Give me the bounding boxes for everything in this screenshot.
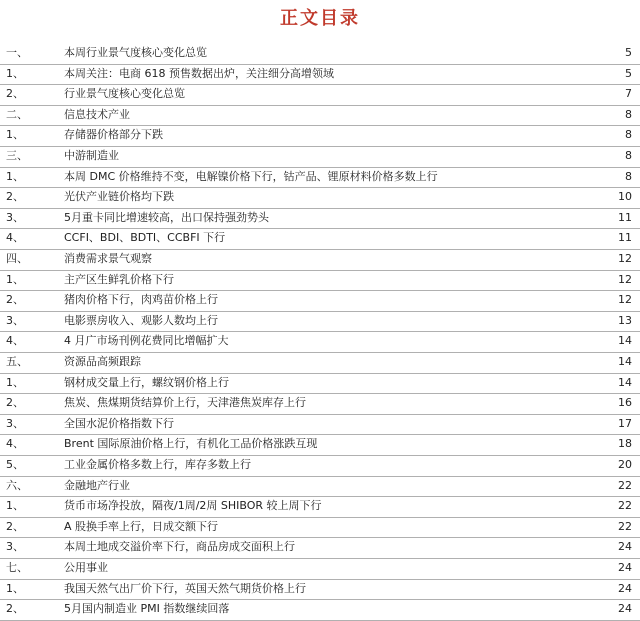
toc-entry-title[interactable]: Brent 国际原油价格上行，有机化工品价格涨跌互现: [64, 437, 318, 451]
toc-entry-number: 2、: [6, 396, 24, 410]
toc-entry[interactable]: [0, 394, 640, 415]
toc-entry-title[interactable]: 电影票房收入、观影人数均上行: [64, 313, 218, 327]
toc-entry-title[interactable]: 消费需求景气观察: [64, 252, 152, 265]
toc-entry[interactable]: [0, 271, 640, 292]
toc-entry-title[interactable]: 本周土地成交溢价率下行，商品房成交面积上行: [64, 540, 295, 554]
toc-entry-number: 1、: [6, 499, 24, 513]
toc-entry-title[interactable]: 存储器价格部分下跌: [64, 128, 163, 142]
toc-entry-title[interactable]: 工业金属价格多数上行，库存多数上行: [64, 458, 251, 471]
toc-entry-page: 24: [618, 602, 632, 616]
toc-entry-number: 4、: [6, 231, 24, 245]
toc-entry-title[interactable]: 焦炭、焦煤期货结算价上行，天津港焦炭库存上行: [64, 396, 306, 410]
toc-entry-page: 12: [618, 293, 632, 307]
toc-entry-number: 1、: [6, 128, 24, 142]
toc-entry-page: 17: [618, 416, 632, 430]
toc-entry[interactable]: [0, 435, 640, 456]
toc-entry-title[interactable]: 5月国内制造业 PMI 指数继续回落: [64, 602, 230, 616]
toc-entry-page: 24: [618, 581, 632, 595]
toc-entry-number: 2、: [6, 519, 24, 533]
toc-entry-page: 24: [618, 540, 632, 554]
toc-entry-number: 2、: [6, 87, 24, 101]
toc-entry-page: 5: [625, 66, 632, 80]
toc-entry-title[interactable]: 本周 DMC 价格维持不变，电解镍价格下行，钴产品、锂原材料价格多数上行: [64, 169, 438, 183]
toc-entry-number: 五、: [6, 355, 28, 368]
toc-entry-page: 22: [618, 478, 632, 492]
toc-entry[interactable]: [0, 188, 640, 209]
toc-entry-number: 六、: [6, 478, 28, 492]
toc-entry-title[interactable]: 猪肉价格下行，肉鸡苗价格上行: [64, 293, 218, 307]
toc-entry-title[interactable]: 货币市场净投放，隔夜/1周/2周 SHIBOR 较上周下行: [64, 499, 322, 513]
toc-entry[interactable]: [0, 580, 640, 601]
toc-entry-number: 一、: [6, 46, 28, 59]
toc-entry-page: 12: [618, 252, 632, 265]
toc-entry[interactable]: [0, 250, 640, 271]
toc-entry-number: 2、: [6, 293, 24, 307]
toc-entry[interactable]: [0, 168, 640, 189]
toc-entry[interactable]: [0, 353, 640, 374]
page-title: 正文目录: [280, 8, 360, 29]
toc-entry-page: 22: [618, 519, 632, 533]
toc-entry[interactable]: [0, 374, 640, 395]
toc-entry-number: 4、: [6, 437, 24, 451]
toc-entry-title[interactable]: 5月重卡同比增速较高，出口保持强劲势头: [64, 210, 269, 224]
toc-entry[interactable]: [0, 229, 640, 250]
toc-entry[interactable]: [0, 600, 640, 621]
toc-entry[interactable]: [0, 85, 640, 106]
toc-entry-number: 2、: [6, 602, 24, 616]
toc-entry-page: 22: [618, 499, 632, 513]
toc-entry-title[interactable]: 中游制造业: [64, 149, 119, 162]
toc-entry-page: 24: [618, 561, 632, 574]
toc-entry-page: 18: [618, 437, 632, 451]
toc-entry-number: 1、: [6, 66, 24, 80]
toc-entry[interactable]: [0, 291, 640, 312]
toc-entry-number: 二、: [6, 107, 28, 121]
toc-entry[interactable]: [0, 106, 640, 127]
toc-entry[interactable]: [0, 44, 640, 65]
toc-entry-number: 3、: [6, 313, 24, 327]
toc-entry-page: 11: [618, 231, 632, 245]
toc-entry-page: 8: [625, 107, 632, 121]
toc-entry-title[interactable]: 本周行业景气度核心变化总览: [64, 46, 207, 59]
toc-entry-title[interactable]: 钢材成交量上行，螺纹钢价格上行: [64, 375, 229, 389]
toc-entry-page: 8: [625, 128, 632, 142]
toc-entry[interactable]: [0, 332, 640, 353]
toc-entry-page: 16: [618, 396, 632, 410]
toc-entry[interactable]: [0, 126, 640, 147]
toc-entry-title[interactable]: 资源品高频跟踪: [64, 355, 141, 368]
toc-entry[interactable]: [0, 477, 640, 498]
toc-entry-title[interactable]: 我国天然气出厂价下行，英国天然气期货价格上行: [64, 581, 306, 595]
toc-entry-number: 2、: [6, 190, 24, 204]
toc-entry-page: 12: [618, 272, 632, 286]
toc-entry[interactable]: [0, 65, 640, 86]
toc-entry-number: 3、: [6, 540, 24, 554]
toc-entry-number: 七、: [6, 561, 28, 574]
toc-entry-title[interactable]: 金融地产行业: [64, 478, 130, 492]
toc-entry[interactable]: [0, 497, 640, 518]
toc-entry-page: 14: [618, 375, 632, 389]
toc-entry[interactable]: [0, 147, 640, 168]
toc-entry-title[interactable]: 信息技术产业: [64, 107, 130, 121]
toc-entry-title[interactable]: 公用事业: [64, 561, 108, 574]
toc-entry-page: 5: [625, 46, 632, 59]
toc-entry-title[interactable]: 行业景气度核心变化总览: [64, 87, 185, 101]
toc-entry-number: 4、: [6, 334, 24, 348]
toc-entry[interactable]: [0, 456, 640, 477]
toc-entry[interactable]: [0, 518, 640, 539]
toc-entry-number: 三、: [6, 149, 28, 162]
toc-entry-page: 8: [625, 149, 632, 162]
toc-entry-number: 1、: [6, 581, 24, 595]
toc-entry-number: 1、: [6, 375, 24, 389]
toc-entry-number: 3、: [6, 416, 24, 430]
toc-entry[interactable]: [0, 415, 640, 436]
toc-entry[interactable]: [0, 312, 640, 333]
toc-entry-number: 1、: [6, 272, 24, 286]
toc-entry-number: 1、: [6, 169, 24, 183]
toc-entry-number: 四、: [6, 252, 28, 265]
toc-entry-title[interactable]: 4 月广市场刊例花费同比增幅扩大: [64, 334, 229, 348]
toc-entry[interactable]: [0, 559, 640, 580]
toc-entry-page: 8: [625, 169, 632, 183]
toc-entry-title[interactable]: 主产区生鲜乳价格下行: [64, 272, 174, 286]
toc-entry-number: 5、: [6, 458, 24, 471]
toc-entry[interactable]: [0, 209, 640, 230]
toc-entry-title[interactable]: A 股换手率上行，日成交额下行: [64, 519, 219, 533]
toc-entry-title[interactable]: 全国水泥价格指数下行: [64, 416, 174, 430]
toc-entry-page: 13: [618, 313, 632, 327]
toc-entry-page: 20: [618, 458, 632, 471]
toc-entry-page: 10: [618, 190, 632, 204]
toc-entry-page: 14: [618, 355, 632, 368]
toc-entry-page: 14: [618, 334, 632, 348]
toc-entry-title[interactable]: CCFI、BDI、BDTI、CCBFI 下行: [64, 231, 226, 245]
toc-entry-title[interactable]: 本周关注：电商 618 预售数据出炉，关注细分高增领域: [64, 66, 334, 80]
toc-entry[interactable]: [0, 538, 640, 559]
toc-entry-page: 7: [625, 87, 632, 101]
toc-entry-number: 3、: [6, 210, 24, 224]
toc-entry-title[interactable]: 光伏产业链价格均下跌: [64, 190, 174, 204]
toc-entry-page: 11: [618, 210, 632, 224]
